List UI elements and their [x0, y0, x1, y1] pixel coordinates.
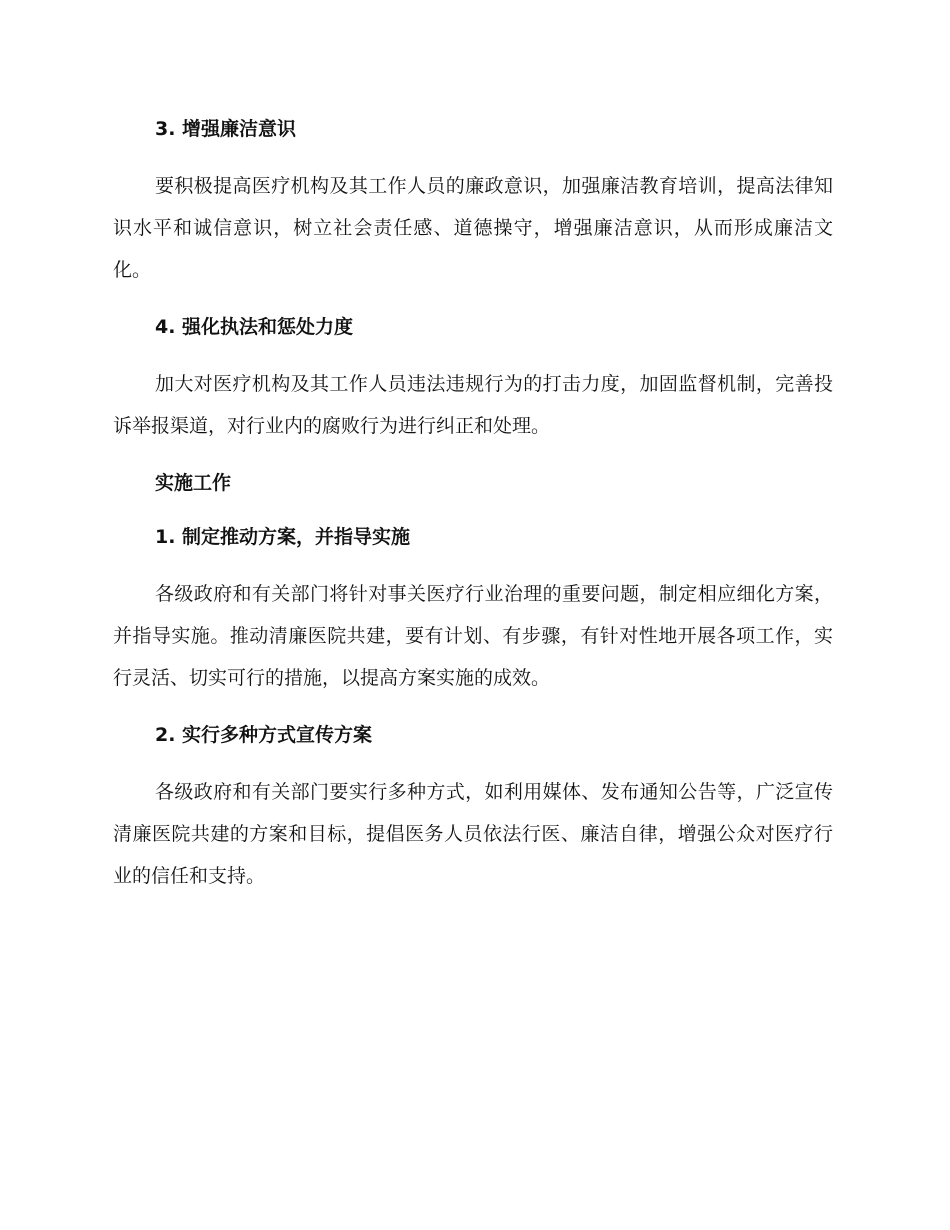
paragraph-publicity: 各级政府和有关部门要实行多种方式，如利用媒体、发布通知公告等，广泛宣传清廉医院共建的方案和目标，提倡医务人员依法行医、廉洁自律，增强公众对医疗行业的信任和支持。 [113, 781, 833, 887]
paragraph-enforcement: 加大对医疗机构及其工作人员违法违规行为的打击力度，加固监督机制，完善投诉举报渠道，对行业内的腐败行为进行纠正和处理。 [113, 373, 833, 437]
paragraph-plan: 各级政府和有关部门将针对事关医疗行业治理的重要问题，制定相应细化方案，并指导实施。推动清廉医院共建，要有计划、有步骤，有针对性地开展各项工作，实行灵活、切实可行的措施，以提高方案实施的成效。 [113, 583, 833, 689]
document-page [113, 111, 833, 897]
paragraph-integrity-awareness: 要积极提高医疗机构及其工作人员的廉政意识，加强廉洁教育培训，提高法律知识水平和诚信意识，树立社会责任感、道德操守，增强廉洁意识，从而形成廉洁文化。 [113, 175, 833, 281]
section-heading-2: 2. 实行多种方式宣传方案 [155, 724, 373, 746]
section-heading-4: 4. 强化执法和惩处力度 [155, 316, 354, 338]
section-heading-3: 3. 增强廉洁意识 [155, 118, 297, 140]
section-heading-1: 1. 制定推动方案，并指导实施 [155, 526, 411, 548]
section-heading-implementation: 实施工作 [155, 472, 232, 494]
